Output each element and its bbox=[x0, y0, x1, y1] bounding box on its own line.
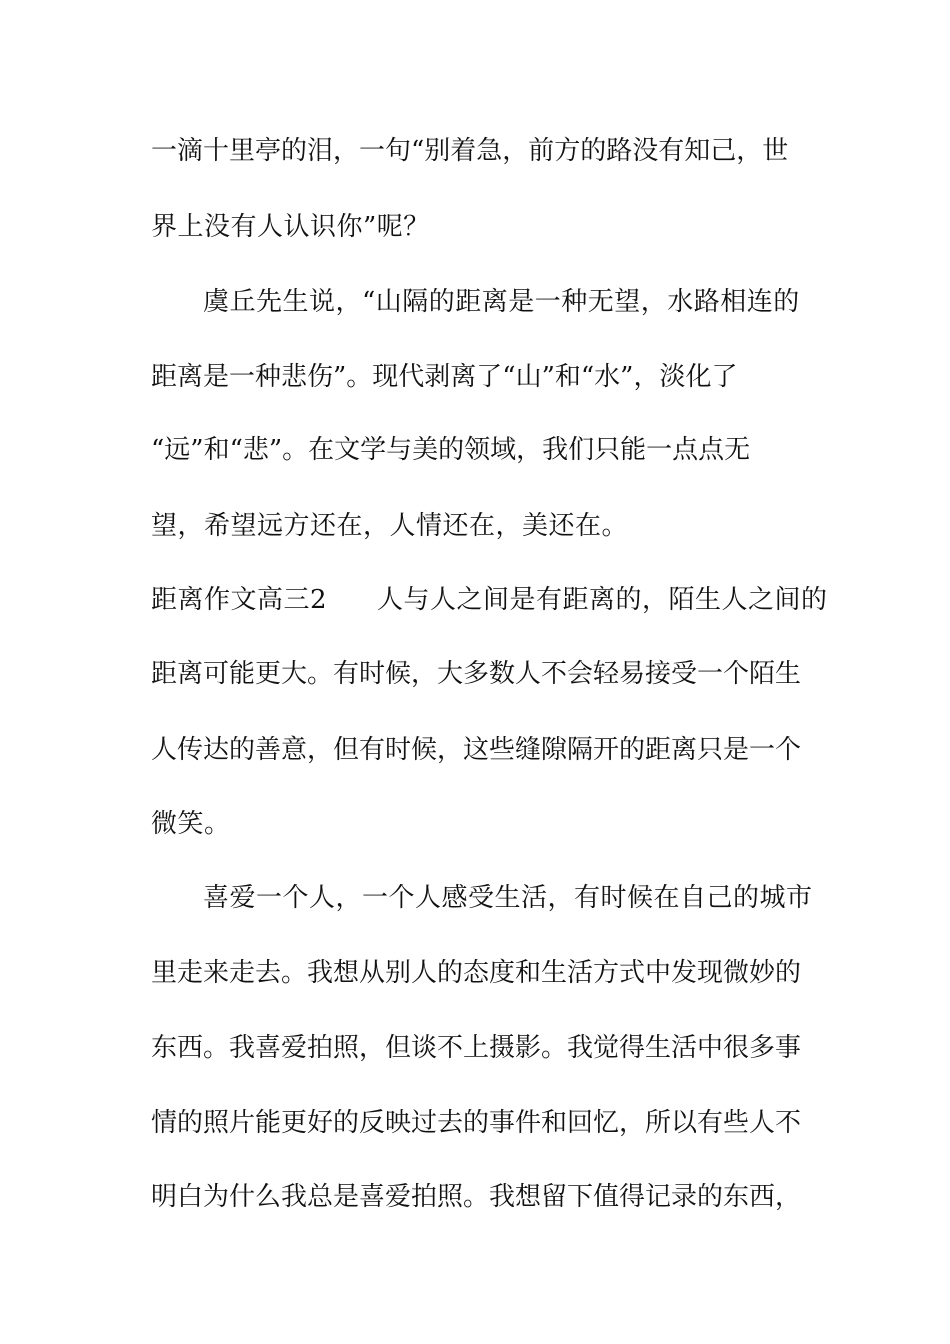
paragraph-line: 距离是一种悲伤”。现代剥离了“山”和“水”，淡化了 bbox=[151, 362, 738, 392]
paragraph-line: 明白为什么我总是喜爱拍照。我想留下值得记录的东西， bbox=[151, 1182, 802, 1212]
paragraph-line: 距离可能更大。有时候，大多数人不会轻易接受一个陌生 bbox=[151, 659, 802, 689]
section-heading-line bbox=[151, 584, 828, 616]
paragraph-line: 一滴十里亭的泪，一句“别着急，前方的路没有知己，世 bbox=[151, 136, 789, 166]
paragraph-line: 情的照片能更好的反映过去的事件和回忆，所以有些人不 bbox=[151, 1108, 802, 1138]
paragraph-line: 喜爱一个人，一个人感受生活，有时候在自己的城市 bbox=[203, 883, 813, 913]
paragraph-line: 东西。我喜爱拍照，但谈不上摄影。我觉得生活中很多事 bbox=[151, 1033, 802, 1063]
paragraph-line: 里走来走去。我想从别人的态度和生活方式中发现微妙的 bbox=[151, 958, 802, 988]
paragraph-line: 界上没有人认识你”呢？ bbox=[151, 212, 430, 242]
paragraph-line: “远”和“悲”。在文学与美的领域，我们只能一点点无 bbox=[151, 435, 751, 465]
paragraph-line: 人传达的善意，但有时候，这些缝隙隔开的距离只是一个 bbox=[151, 735, 802, 765]
section-heading: 距离作文高三2 bbox=[151, 585, 328, 615]
paragraph-line: 虞丘先生说，“山隔的距离是一种无望，水路相连的 bbox=[203, 287, 800, 317]
paragraph-line: 微笑。 bbox=[151, 809, 231, 839]
paragraph-line: 望，希望远方还在，人情还在，美还在。 bbox=[151, 511, 629, 541]
paragraph-line: 人与人之间是有距离的，陌生人之间的 bbox=[377, 585, 828, 615]
